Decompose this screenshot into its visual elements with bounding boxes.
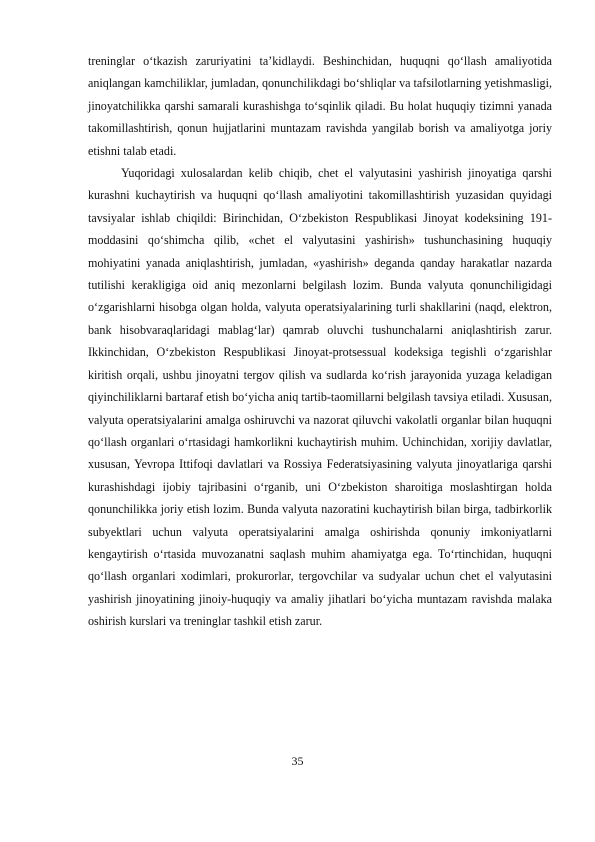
paragraph-continuation: treninglar o‘tkazish zaruriyatini ta’kidlaydi. Beshinchidan, huquqni qo‘llash amaliyotida aniqlangan kamchiliklar, jumladan, qonunchilikdagi bo‘shliqlar va tafsilotlarning yetishmasligi, jinoyatchilikka qarshi samarali kurashishga to‘sqinlik qiladi. Bu holat huquqiy tizimni yanada takomillashtirish, qonun hujjatlarini muntazam ravishda yangilab borish va amaliyotga joriy etishni talab etadi. [88, 54, 552, 158]
body-text [88, 50, 552, 633]
paragraph-recommendations: Yuqoridagi xulosalardan kelib chiqib, chet el valyutasini yashirish jinoyatiga qarshi kurashni kuchaytirish va huquqni qo‘llash amaliyotini takomillashtirish yuzasidan quyidagi tavsiyalar ishlab chiqildi: Birinchidan, O‘zbekiston Respublikasi Jinoyat kodeksining 191-moddasini qo‘shimcha qilib, «chet el valyutasini yashirish» tushunchasining huquqiy mohiyatini yanada aniqlashtirish, jumladan, «yashirish» deganda qanday harakatlar nazarda tutilishi kerakligiga oid aniq mezonlarni belgilash lozim. Bunda valyuta qonunchiligidagi o‘zgarishlarni hisobga olgan holda, valyuta operatsiyalarining turli shakllarini (naqd, elektron, bank hisobvaraqlaridagi mablag‘lar) qamrab oluvchi tushunchalarni aniqlashtirish zarur. Ikkinchidan, O‘zbekiston Respublikasi Jinoyat-protsessual kodeksiga tegishli o‘zgarishlar kiritish orqali, ushbu jinoyatni tergov qilish va sudlarda ko‘rish jarayonida yuzaga keladigan qiyinchiliklarni bartaraf etish bo‘yicha aniq tartib-taomillarni belgilash tavsiya etiladi. Xususan, valyuta operatsiyalarini amalga oshiruvchi va nazorat qiluvchi vakolatli organlar bilan huquqni qo‘llash organlari o‘rtasidagi hamkorlikni kuchaytirish muhim. Uchinchidan, xorijiy davlatlar, xususan, Yevropa Ittifoqi davlatlari va Rossiya Federatsiyasining valyuta jinoyatlariga qarshi kurashishdagi ijobiy tajribasini o‘rganib, uni O‘zbekiston sharoitiga moslashtirgan holda qonunchilikka joriy etish lozim. Bunda valyuta nazoratini kuchaytirish bilan birga, tadbirkorlik subyektlari uchun valyuta operatsiyalarini amalga oshirishda qonuniy imkoniyatlarni kengaytirish o‘rtasida muvozanatni saqlash muhim ahamiyatga ega. To‘rtinchidan, huquqni qo‘llash organlari xodimlari, prokurorlar, tergovchilar va sudyalar uchun chet el valyutasini yashirish jinoyatining jinoiy-huquqiy va amaliy jihatlari bo‘yicha muntazam ravishda malaka oshirish kurslari va treninglar tashkil etish zarur. [88, 166, 552, 629]
page-number: 35 [291, 754, 304, 768]
